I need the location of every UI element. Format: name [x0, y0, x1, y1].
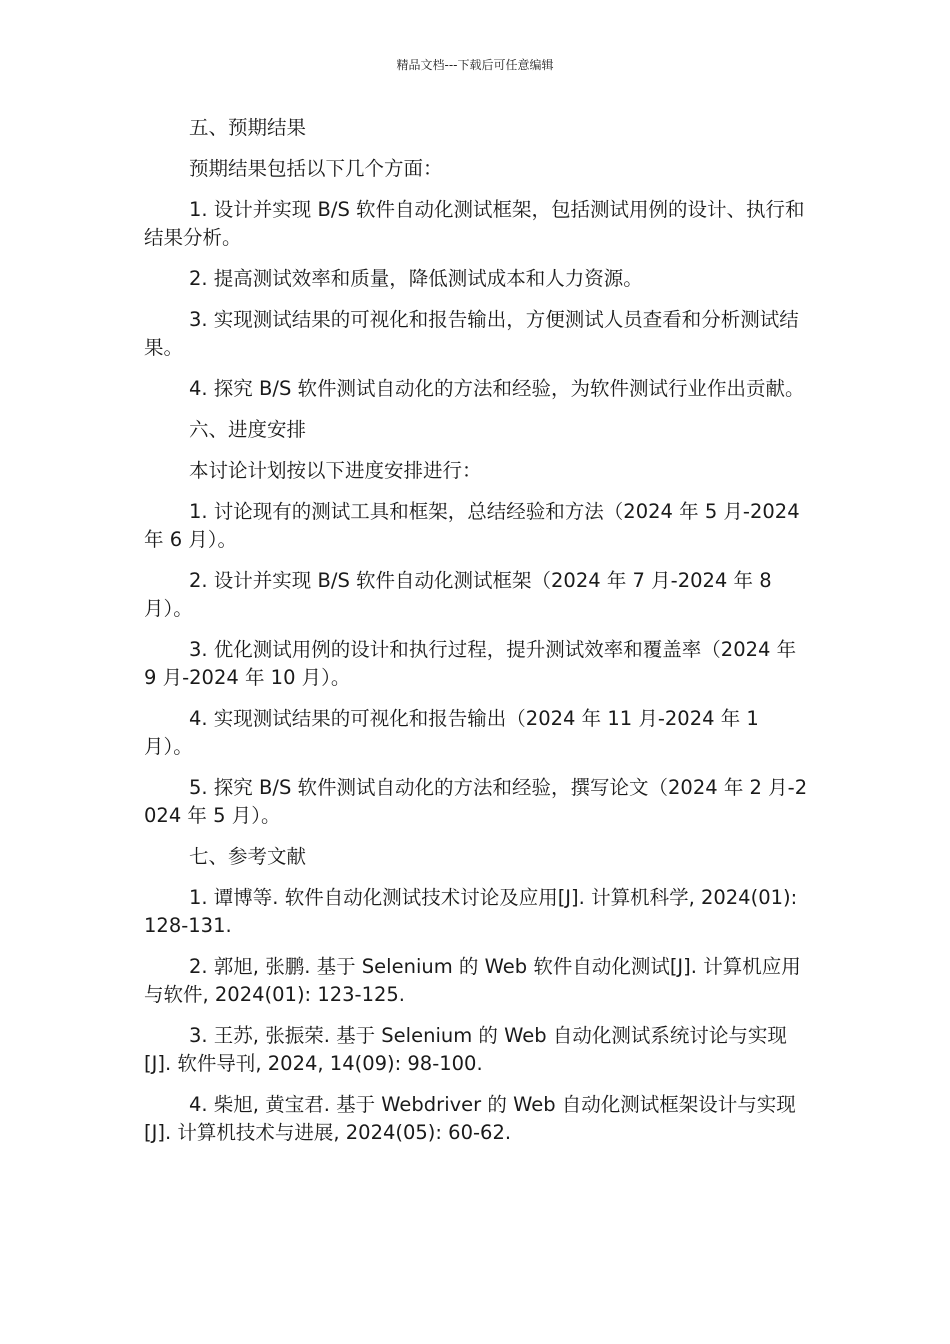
section-title-expected-results: 五、预期结果 — [189, 116, 307, 139]
page-header: 精品文档---下载后可任意编辑 — [396, 58, 554, 72]
schedule-item: 4. 实现测试结果的可视化和报告输出（2024 年 11 月-2024 年 1 月）。 — [144, 707, 759, 758]
schedule-item: 2. 设计并实现 B/S 软件自动化测试框架（2024 年 7 月-2024 年 8 月）。 — [144, 569, 772, 620]
section-title-schedule: 六、进度安排 — [189, 418, 307, 441]
reference-item: 3. 王苏, 张振荣. 基于 Selenium 的 Web 自动化测试系统讨论与实现[J]. 软件导刊, 2024, 14(09): 98-100. — [144, 1024, 787, 1075]
reference-item: 2. 郭旭, 张鹏. 基于 Selenium 的 Web 软件自动化测试[J]. 计算机应用与软件, 2024(01): 123-125. — [144, 955, 801, 1006]
document-body — [144, 114, 808, 1160]
schedule-intro: 本讨论计划按以下进度安排进行： — [189, 459, 482, 482]
schedule-item: 5. 探究 B/S 软件测试自动化的方法和经验，撰写论文（2024 年 2 月-2024 年 5 月）。 — [144, 776, 808, 827]
expected-result-item: 3. 实现测试结果的可视化和报告输出，方便测试人员查看和分析测试结果。 — [144, 308, 799, 359]
expected-result-item: 4. 探究 B/S 软件测试自动化的方法和经验，为软件测试行业作出贡献。 — [189, 377, 805, 400]
schedule-item: 1. 讨论现有的测试工具和框架，总结经验和方法（2024 年 5 月-2024 年 6 月）。 — [144, 500, 800, 551]
expected-results-intro: 预期结果包括以下几个方面： — [189, 157, 443, 180]
expected-result-item: 1. 设计并实现 B/S 软件自动化测试框架，包括测试用例的设计、执行和结果分析。 — [144, 198, 805, 249]
reference-item: 1. 谭博等. 软件自动化测试技术讨论及应用[J]. 计算机科学, 2024(01): 128-131. — [144, 886, 798, 937]
section-title-references: 七、参考文献 — [189, 845, 307, 868]
reference-item: 4. 柴旭, 黄宝君. 基于 Webdriver 的 Web 自动化测试框架设计与实现[J]. 计算机技术与进展, 2024(05): 60-62. — [144, 1093, 796, 1144]
schedule-item: 3. 优化测试用例的设计和执行过程，提升测试效率和覆盖率（2024 年 9 月-2024 年 10 月）。 — [144, 638, 797, 689]
expected-result-item: 2. 提高测试效率和质量，降低测试成本和人力资源。 — [189, 267, 643, 290]
